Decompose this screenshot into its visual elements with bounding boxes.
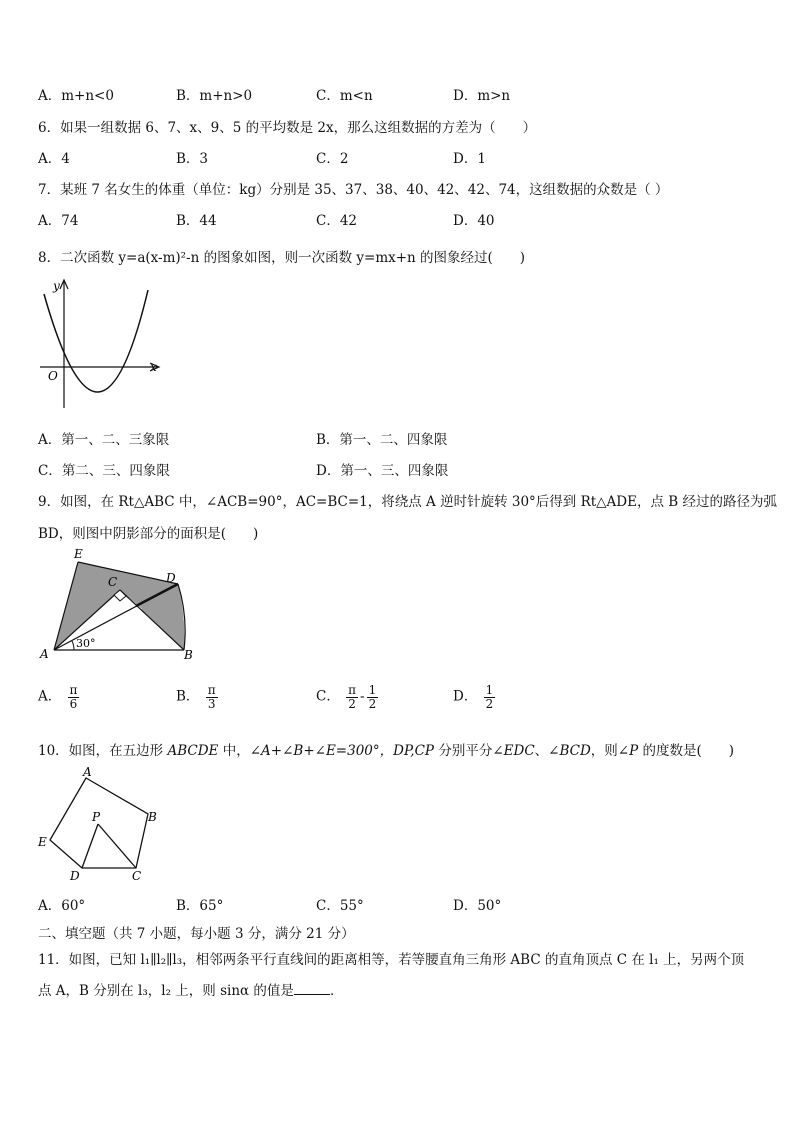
q9-option-a-letter: A． bbox=[38, 688, 62, 705]
q10-stem-prefix: 10．如图，在五边形 bbox=[38, 743, 168, 759]
section2-heading: 二、填空题（共 7 小题，每小题 3 分，满分 21 分） bbox=[38, 926, 355, 942]
q9-label-a: A bbox=[40, 647, 49, 661]
q9-option-b-letter: B． bbox=[176, 688, 200, 705]
q10-segment-dp bbox=[82, 824, 98, 868]
q8-parabola-figure bbox=[36, 276, 166, 414]
q10-stem-italic1: ABCDE bbox=[167, 743, 219, 759]
q9-label-e: E bbox=[74, 547, 83, 561]
q7-option-d: D．40 bbox=[453, 213, 495, 229]
q10-stem-mid2: 分别平分∠ bbox=[434, 743, 504, 759]
q10-label-d: D bbox=[70, 869, 80, 883]
q10-stem-italic4: BCD bbox=[559, 743, 591, 759]
q10-stem-mid3: 、∠ bbox=[534, 743, 560, 759]
q6-option-a: A．4 bbox=[38, 151, 70, 167]
q9-rotation-figure bbox=[36, 546, 206, 664]
q10-stem-mid4: ，则∠ bbox=[590, 743, 630, 759]
q10-option-c: C．55° bbox=[316, 898, 364, 914]
q9-option-d-den: 2 bbox=[485, 696, 494, 711]
q9-label-d: D bbox=[166, 571, 176, 585]
q8-option-d: D．第一、三、四象限 bbox=[316, 463, 449, 479]
q9-option-b bbox=[176, 684, 220, 710]
q9-option-a-num: π bbox=[69, 683, 78, 697]
q11-line1: 11．如图，已知 l₁∥l₂∥l₃，相邻两条平行直线间的距离相等，若等腰直角三角形 ABC 的直角顶点 C 在 l₁ 上，另两个顶 bbox=[38, 952, 745, 968]
q10-label-e: E bbox=[38, 835, 47, 849]
q7-option-b: B．44 bbox=[176, 213, 217, 229]
q6-option-b: B．3 bbox=[176, 151, 209, 167]
q6-stem: 6．如果一组数据 6、7、x、9、5 的平均数是 2x，那么这组数据的方差为（ ） bbox=[38, 120, 537, 136]
q9-option-c-fraction2 bbox=[367, 684, 379, 710]
q9-option-c bbox=[316, 684, 380, 710]
q10-option-d: D．50° bbox=[453, 898, 502, 914]
q10-stem-mid1: 中，∠ bbox=[218, 743, 262, 759]
q7-option-c: C．42 bbox=[316, 213, 358, 229]
q10-option-a: A．60° bbox=[38, 898, 86, 914]
q9-option-c-num1: π bbox=[348, 683, 357, 697]
q9-option-c-letter: C． bbox=[316, 688, 340, 705]
q9-label-c: C bbox=[108, 575, 118, 589]
q10-label-p: P bbox=[92, 810, 101, 824]
q9-option-a-fraction bbox=[68, 684, 80, 710]
q9-option-d-fraction bbox=[484, 684, 496, 710]
q10-stem-math: A+∠B+∠E=300°， bbox=[261, 743, 394, 759]
q8-x-label: x bbox=[150, 360, 157, 374]
q10-stem-end: 的度数是( ) bbox=[638, 743, 735, 759]
q10-segment-cp bbox=[98, 824, 136, 868]
q10-label-b: B bbox=[148, 810, 157, 824]
q8-option-a: A．第一、二、三象限 bbox=[38, 432, 170, 448]
q5-option-a: A．m+n<0 bbox=[38, 88, 114, 104]
q10-label-a: A bbox=[83, 765, 92, 779]
q7-stem: 7．某班 7 名女生的体重（单位：kg）分别是 35、37、38、40、42、42、74，这组数据的众数是（ ） bbox=[38, 182, 669, 198]
q9-angle-label: 30° bbox=[76, 637, 96, 650]
q10-stem-italic2: DP,CP bbox=[393, 743, 435, 759]
q11-answer-blank[interactable] bbox=[294, 982, 330, 995]
q8-parabola-curve bbox=[44, 290, 148, 392]
q8-option-c: C．第二、三、四象限 bbox=[38, 463, 170, 479]
q9-option-b-den: 3 bbox=[207, 696, 216, 711]
q10-pentagon-figure bbox=[36, 764, 166, 886]
q11-line2-suffix: ． bbox=[329, 983, 344, 999]
q8-origin-label: O bbox=[48, 369, 58, 383]
q5-option-c: C．m<n bbox=[316, 88, 373, 104]
q6-option-c: C．2 bbox=[316, 151, 349, 167]
q8-stem: 8．二次函数 y=a(x-m)²-n 的图象如图，则一次函数 y=mx+n 的图象经过( ) bbox=[38, 250, 526, 266]
q10-label-c: C bbox=[132, 869, 142, 883]
q9-option-b-num: π bbox=[207, 683, 216, 697]
q9-option-b-fraction bbox=[206, 684, 218, 710]
q5-option-d: D．m>n bbox=[453, 88, 511, 104]
q10-option-b: B．65° bbox=[176, 898, 224, 914]
q10-stem-italic3: EDC bbox=[503, 743, 535, 759]
q9-stem-line2: BD，则图中阴影部分的面积是( ) bbox=[38, 526, 259, 542]
q11-line2-prefix: 点 A，B 分别在 l₃，l₂ 上，则 sinα 的值是 bbox=[38, 983, 294, 999]
q9-option-d-letter: D． bbox=[453, 688, 478, 705]
q10-stem-italic5: P bbox=[629, 743, 639, 759]
q9-option-c-den2: 2 bbox=[368, 696, 377, 711]
q5-option-b: B．m+n>0 bbox=[176, 88, 253, 104]
q7-option-a: A．74 bbox=[38, 213, 79, 229]
q9-option-c-fraction1 bbox=[346, 684, 358, 710]
q9-option-a-den: 6 bbox=[69, 696, 78, 711]
q9-option-c-num2: 1 bbox=[368, 683, 377, 697]
q9-option-a bbox=[38, 684, 81, 710]
q9-stem-line1: 9．如图，在 Rt△ABC 中，∠ACB=90°，AC=BC=1，将绕点 A 逆时针旋转 30°后得到 Rt△ADE，点 B 经过的路径为弧 bbox=[38, 494, 777, 510]
q9-option-c-den1: 2 bbox=[348, 696, 356, 711]
q6-option-d: D．1 bbox=[453, 151, 486, 167]
q9-option-d-num: 1 bbox=[485, 683, 494, 697]
q9-label-b: B bbox=[184, 648, 193, 662]
q11-line2 bbox=[38, 979, 343, 999]
q8-y-label: y bbox=[53, 279, 60, 293]
q8-option-b: B．第一、二、四象限 bbox=[316, 432, 448, 448]
q9-option-c-minus: - bbox=[360, 688, 365, 705]
q9-option-d bbox=[453, 684, 497, 710]
q10-stem bbox=[38, 739, 734, 759]
